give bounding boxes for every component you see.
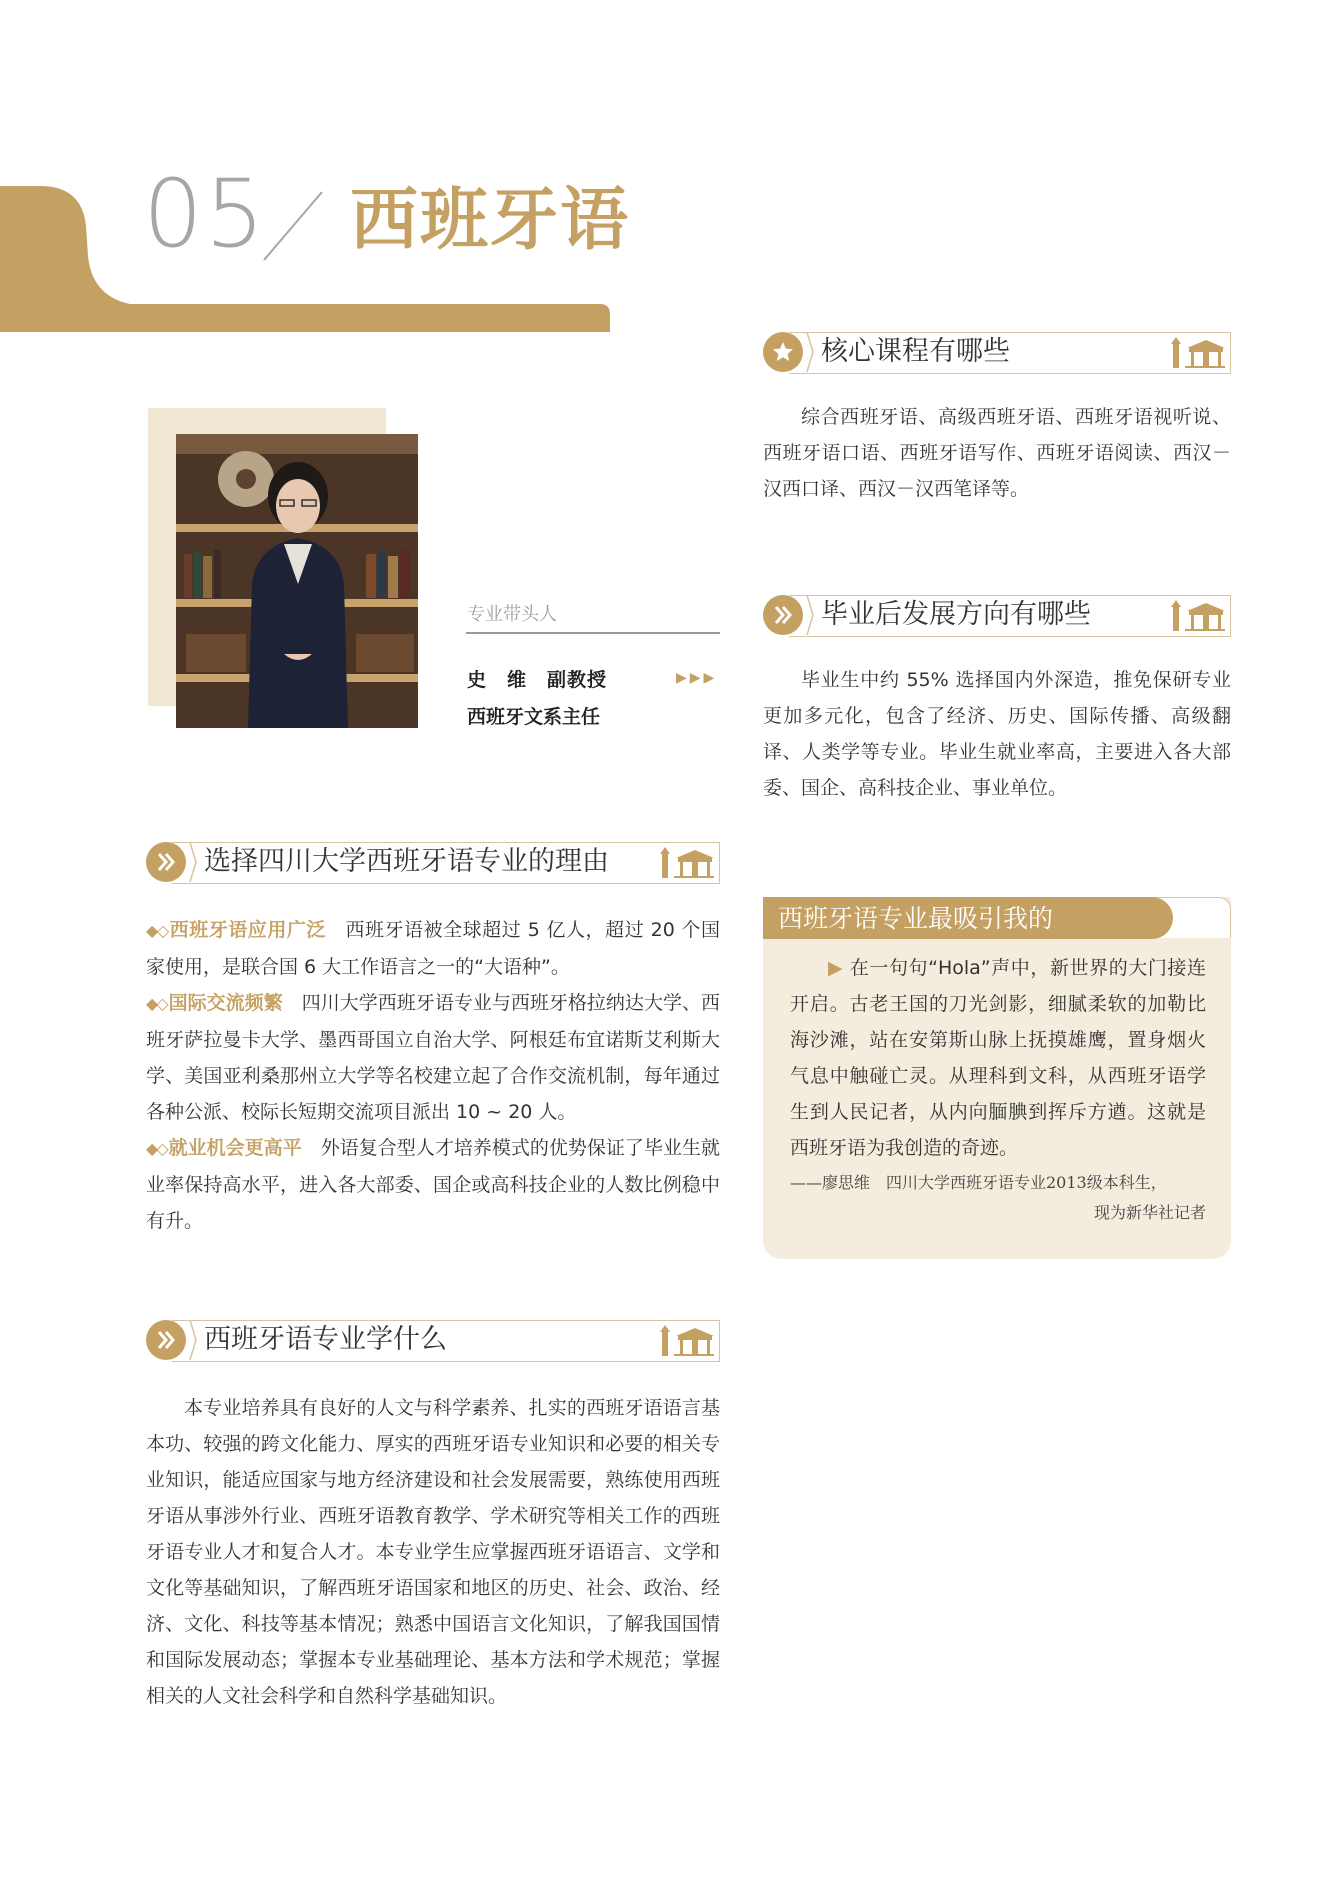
chapter-number: 05 xyxy=(143,160,267,269)
chapter-slash-divider xyxy=(262,190,324,262)
reason-keyword: 国际交流频繁 xyxy=(168,992,283,1014)
quote-body xyxy=(790,950,1206,1228)
reason-text: 西班牙语被全球超过 5 亿人，超过 20 个国家使用，是联合国 6 大工作语言之一的“大语种”。 xyxy=(146,919,720,978)
courses-text: 综合西班牙语、高级西班牙语、西班牙语视听说、西班牙语口语、西班牙语写作、西班牙语阅读、西汉－汉西口译、西汉－汉西笔译等。 xyxy=(763,406,1231,500)
career-body xyxy=(763,662,1231,806)
reason-keyword: 西班牙语应用广泛 xyxy=(169,919,326,941)
star-icon xyxy=(763,332,803,372)
study-body xyxy=(146,1390,720,1714)
study-section-heading: 西班牙语专业学什么 xyxy=(146,1318,720,1362)
play-icon: ▶ xyxy=(828,957,844,979)
bullet-icon: ◆◇ xyxy=(146,1139,167,1158)
quote-attribution-role: 现为新华社记者 xyxy=(1093,1203,1206,1222)
pavilion-icon xyxy=(658,844,714,878)
section-icon xyxy=(146,842,186,882)
bullet-icon: ◆◇ xyxy=(146,921,168,940)
reason-item xyxy=(146,912,720,985)
pavilion-icon xyxy=(1169,597,1225,631)
leader-label: 专业带头人 xyxy=(467,604,557,625)
reason-text: 四川大学西班牙语专业与西班牙格拉纳达大学、西班牙萨拉曼卡大学、墨西哥国立自治大学、阿根廷布宜诺斯艾利斯大学、美国亚利桑那州立大学等名校建立起了合作交流机制，每年通过各种公派、校际长短期交流项目派出 10 ~ 20 人。 xyxy=(146,992,720,1123)
career-section-heading: 毕业后发展方向有哪些 xyxy=(763,593,1231,637)
leader-photo xyxy=(176,434,418,728)
reasons-section-heading: 选择四川大学西班牙语专业的理由 xyxy=(146,840,720,884)
pavilion-icon xyxy=(658,1322,714,1356)
leader-divider xyxy=(466,632,720,634)
bullet-icon: ◆◇ xyxy=(146,994,167,1013)
study-text: 本专业培养具有良好的人文与科学素养、扎实的西班牙语语言基本功、较强的跨文化能力、厚实的西班牙语专业知识和必要的相关专业知识，能适应国家与地方经济建设和社会发展需要，熟练使用西班牙语从事涉外行业、西班牙语教育教学、学术研究等相关工作的西班牙语专业人才和复合人才。本专业学生应掌握西班牙语语言、文学和文化等基础知识，了解西班牙语国家和地区的历史、社会、政治、经济、文化、科技等基本情况；熟悉中国语言文化知识，了解我国国情和国际发展动态；掌握本专业基础理论、基本方法和学术规范；掌握相关的人文社会科学和自然科学基础知识。 xyxy=(146,1397,720,1707)
section-icon xyxy=(146,1320,186,1360)
quote-text: 在一句句“Hola”声中，新世界的大门接连开启。古老王国的刀光剑影，细腻柔软的加勒比海沙滩，站在安第斯山脉上抚摸雄鹰，置身烟火气息中触碰亡灵。从理科到文科，从西班牙语学生到人民记者，从内向腼腆到挥斥方遒。这就是西班牙语为我创造的奇迹。 xyxy=(790,957,1206,1159)
career-text: 毕业生中约 55% 选择国内外深造，推免保研专业更加多元化，包含了经济、历史、国际传播、高级翻译、人类学等专业。毕业生就业率高，主要进入各大部委、国企、高科技企业、事业单位。 xyxy=(763,669,1231,799)
reason-keyword: 就业机会更高平 xyxy=(168,1137,302,1159)
pavilion-icon xyxy=(1169,334,1225,368)
courses-section-heading: 核心课程有哪些 xyxy=(763,330,1231,374)
quote-attribution: ——廖思维 四川大学西班牙语专业2013级本科生， xyxy=(790,1173,1167,1192)
chapter-title: 西班牙语 xyxy=(350,180,631,260)
reason-item xyxy=(146,985,720,1130)
leader-position: 西班牙文系主任 xyxy=(467,706,601,728)
leader-arrows: ▶▶▶ xyxy=(676,670,718,686)
reason-text: 外语复合型人才培养模式的优势保证了毕业生就业率保持高水平，进入各大部委、国企或高科技企业的人数比例稳中有升。 xyxy=(146,1137,720,1232)
leader-name: 史 维 副教授 xyxy=(467,669,608,691)
section-icon xyxy=(763,595,803,635)
courses-body xyxy=(763,399,1231,507)
quote-heading: 西班牙语专业最吸引我的 xyxy=(778,904,1054,933)
reasons-list xyxy=(146,912,720,1239)
reason-item xyxy=(146,1130,720,1239)
